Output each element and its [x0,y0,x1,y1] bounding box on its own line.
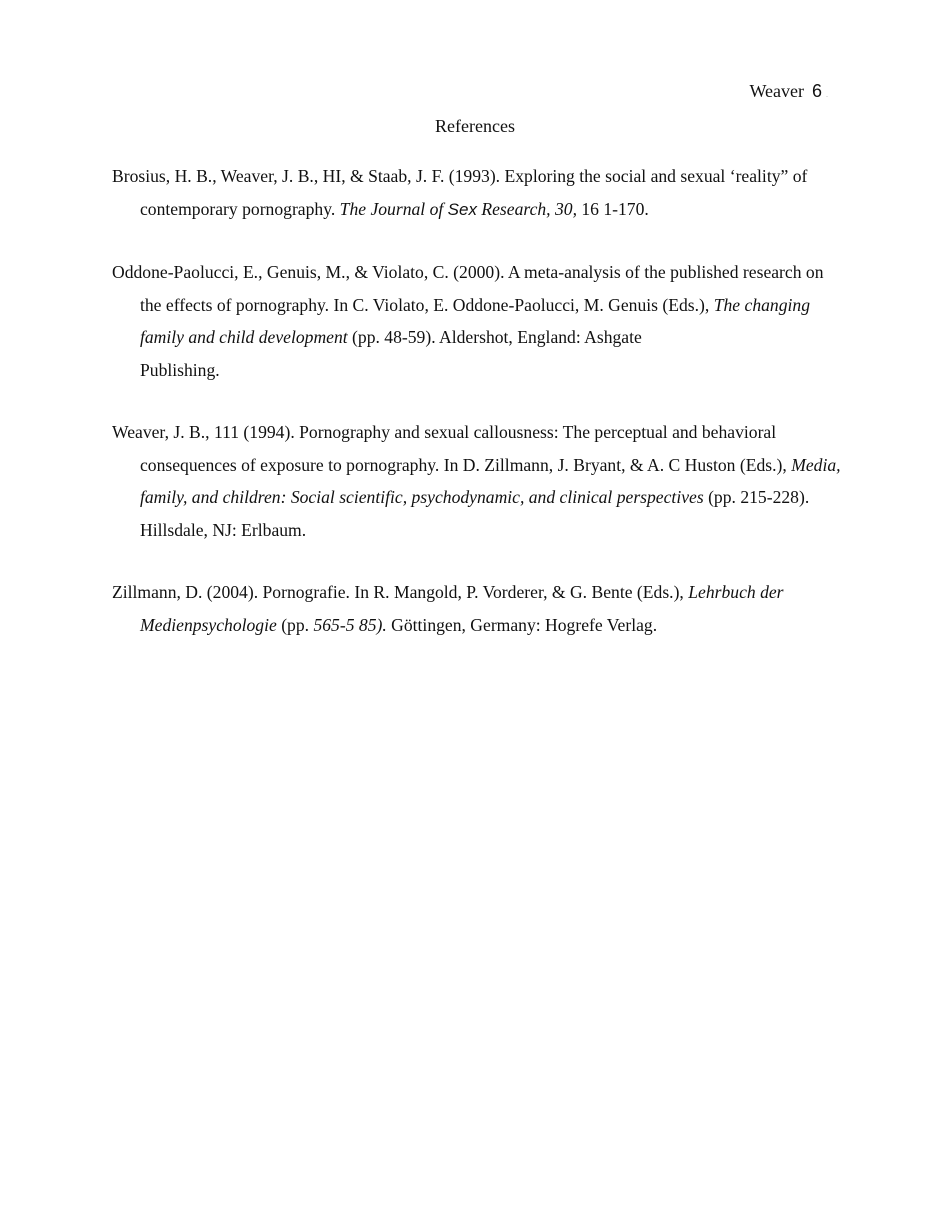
book-title: Media, family, and children: Social scientific, psychodynamic, and clinical perspectives [140,454,841,507]
journal-title: Research, 30, [476,198,577,219]
header-mark: . [826,90,828,99]
reference-entry [112,256,842,386]
reference-list [112,160,842,671]
reference-text: Brosius, H. B., Weaver, J. B., HI, & Staab, J. F. (1993). Exploring the social and sexual ‘reality” of contemporary pornography. [112,166,808,219]
reference-entry [112,416,842,546]
reference-text: Göttingen, Germany: Hogrefe Verlag. [386,614,658,635]
running-head [749,80,828,106]
running-head-author: Weaver [749,81,804,101]
reference-text: (pp. 215-228). Hillsdale, NJ: Erlbaum. [140,487,810,540]
journal-title: Sex [447,199,477,219]
reference-pages: 565-5 85). [313,614,387,635]
reference-entry [112,160,842,226]
reference-entry [112,576,842,641]
book-title: Lehrbuch der Medienpsychologie [140,582,784,635]
page-number: 6 [811,81,822,101]
reference-text: Weaver, J. B., 111 (1994). Pornography and sexual callousness: The perceptual and behavioral consequences of exposure to pornography. In D. Zillmann, J. Bryant, & A. C Huston (Eds.), [112,422,792,475]
book-title: The changing family and child development [140,294,810,347]
reference-pages: 16 1-170. [576,198,649,219]
reference-text: Publishing. [140,359,220,380]
journal-title: The Journal of [339,198,448,219]
references-heading: References [435,116,515,136]
reference-text: Zillmann, D. (2004). Pornografie. In R. Mangold, P. Vorderer, & G. Bente (Eds.), [112,582,689,602]
reference-text: Oddone-Paolucci, E., Genuis, M., & Violato, C. (2000). A meta-analysis of the published research on the effects of pornography. In C. Violato, E. Oddone-Paolucci, M. Genuis (Eds.), [112,262,824,315]
reference-text: (pp. [276,614,314,635]
reference-text: (pp. 48-59). Aldershot, England: Ashgate [347,327,642,347]
